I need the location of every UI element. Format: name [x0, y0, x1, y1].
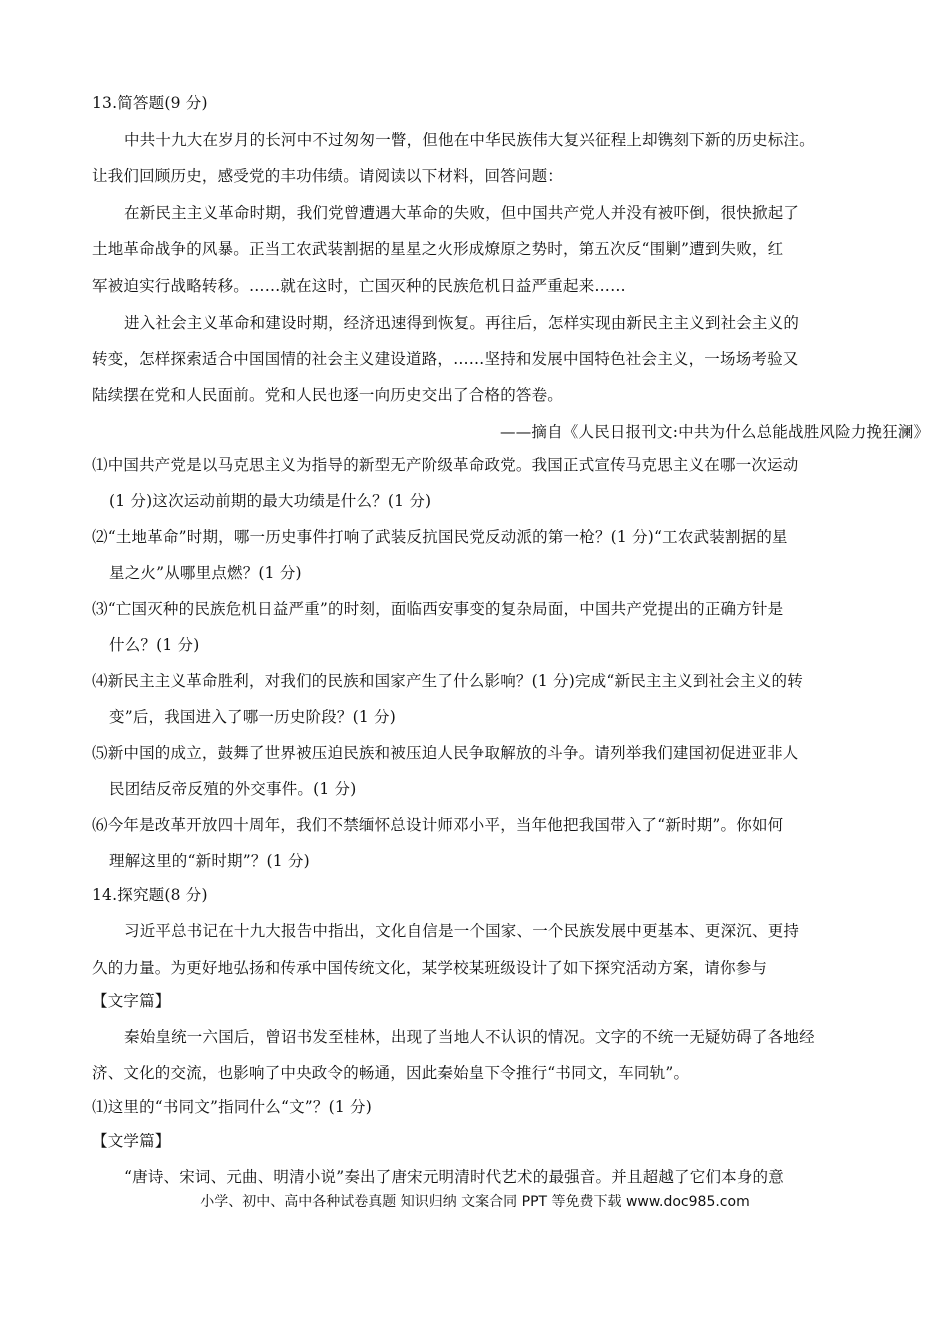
- material-1-line-1: 在新民主主义革命时期，我们党曾遭遇大革命的失败，但中国共产党人并没有被吓倒，很快掀起了: [124, 204, 800, 222]
- q14-intro-line-2: 久的力量。为更好地弘扬和传承中国传统文化，某学校某班级设计了如下探究活动方案，请你参与: [92, 959, 768, 977]
- material-2-line-1: 进入社会主义革命和建设时期，经济迅速得到恢复。再往后，怎样实现由新民主主义到社会主义的: [124, 314, 800, 332]
- q13-sub-question-6-line-2: 理解这里的“新时期”？(1 分): [109, 852, 310, 870]
- q13-sub-question-4-line-2: 变”后，我国进入了哪一历史阶段？(1 分): [109, 708, 397, 726]
- q13-sub-question-1-line-1: ⑴中国共产党是以马克思主义为指导的新型无产阶级革命政党。我国正式宣传马克思主义在哪一次运动: [92, 456, 799, 474]
- q14-sub-question-1: ⑴这里的“书同文”指同什么“文”？(1 分): [92, 1098, 372, 1116]
- q13-sub-question-3-line-2: 什么？(1 分): [109, 636, 200, 654]
- q13-intro-line-2: 让我们回顾历史，感受党的丰功伟绩。请阅读以下材料，回答问题：: [92, 167, 564, 185]
- material-1-line-3: 军被迫实行战略转移。……就在这时，亡国灭种的民族危机日益严重起来……: [92, 277, 626, 295]
- question-13-title: 13.简答题(9 分): [92, 94, 208, 112]
- q13-sub-question-5-line-1: ⑸新中国的成立，鼓舞了世界被压迫民族和被压迫人民争取解放的斗争。请列举我们建国初促进亚非人: [92, 744, 799, 762]
- literature-section-line-1: “唐诗、宋词、元曲、明清小说”奏出了唐宋元明清时代艺术的最强音。并且超越了它们本身的意: [124, 1168, 784, 1186]
- writing-section-line-2: 济、文化的交流，也影响了中央政令的畅通，因此秦始皇下令推行“书同文，车同轨”。: [92, 1064, 690, 1082]
- q13-sub-question-2-line-1: ⑵“土地革命”时期，哪一历史事件打响了武装反抗国民党反动派的第一枪？(1 分)“工农武装割据的星: [92, 528, 788, 546]
- q13-sub-question-4-line-1: ⑷新民主主义革命胜利，对我们的民族和国家产生了什么影响？(1 分)完成“新民主主义到社会主义的转: [92, 672, 803, 690]
- material-2-line-3: 陆续摆在党和人民面前。党和人民也逐一向历史交出了合格的答卷。: [92, 386, 564, 404]
- section-title-writing: 【文字篇】: [92, 992, 171, 1010]
- question-14-title: 14.探究题(8 分): [92, 886, 208, 904]
- q13-intro-line-1: 中共十九大在岁月的长河中不过匆匆一瞥，但他在中华民族伟大复兴征程上却镌刻下新的历史标注。: [124, 131, 815, 149]
- q13-sub-question-5-line-2: 民团结反帝反殖的外交事件。(1 分): [109, 780, 357, 798]
- section-title-literature: 【文学篇】: [92, 1132, 171, 1150]
- q13-sub-question-3-line-1: ⑶“亡国灭种的民族危机日益严重”的时刻，面临西安事变的复杂局面，中国共产党提出的正确方针是: [92, 600, 784, 618]
- material-1-line-2: 土地革命战争的风暴。正当工农武装割据的星星之火形成燎原之势时，第五次反“围剿”遭到失败，红: [92, 240, 784, 258]
- material-source: ——摘自《人民日报刊文:中共为什么总能战胜风险力挽狂澜》: [500, 423, 930, 441]
- writing-section-line-1: 秦始皇统一六国后，曾诏书发至桂林，出现了当地人不认识的情况。文字的不统一无疑妨碍了各地经: [124, 1028, 815, 1046]
- footer-link-text: 小学、初中、高中各种试卷真题 知识归纳 文案合同 PPT 等免费下载 www.doc985.com: [200, 1194, 750, 1210]
- q13-sub-question-2-line-2: 星之火”从哪里点燃？(1 分): [109, 564, 302, 582]
- q14-intro-line-1: 习近平总书记在十九大报告中指出，文化自信是一个国家、一个民族发展中更基本、更深沉、更持: [124, 922, 800, 940]
- material-2-line-2: 转变，怎样探索适合中国国情的社会主义建设道路，……坚持和发展中国特色社会主义，一场场考验又: [92, 350, 799, 368]
- q13-sub-question-1-line-2: (1 分)这次运动前期的最大功绩是什么？(1 分): [109, 492, 432, 510]
- q13-sub-question-6-line-1: ⑹今年是改革开放四十周年，我们不禁缅怀总设计师邓小平，当年他把我国带入了“新时期”。你如何: [92, 816, 784, 834]
